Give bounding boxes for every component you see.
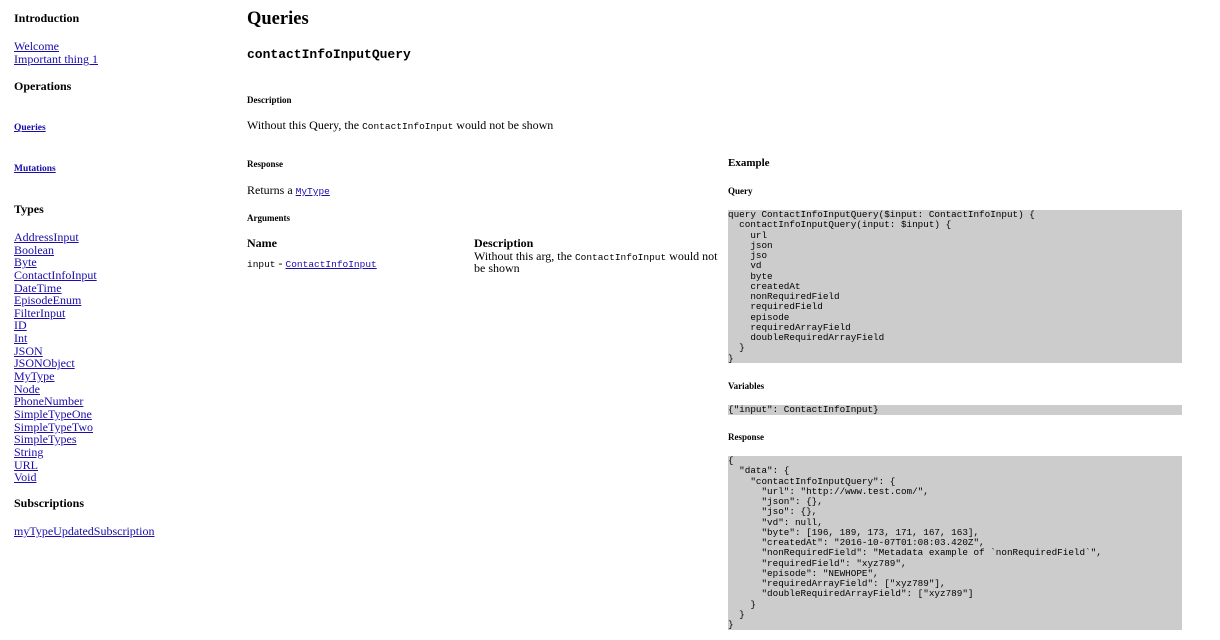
type-link-node[interactable]: Node — [14, 381, 40, 396]
example-query-code: query ContactInfoInputQuery($input: ContactInfoInput) { contactInfoInputQuery(input: $input) { url json jso vd byte createdAt nonRequiredField requiredField episode requiredArrayField doubleRequiredArrayField } } — [728, 210, 1182, 363]
arg-separator: - — [278, 256, 283, 270]
subscriptions-heading: Subscriptions — [14, 496, 85, 510]
type-link-simpletypes[interactable]: SimpleTypes — [14, 432, 77, 447]
arg-row-name-cell — [247, 257, 377, 272]
example-variables-heading: Variables — [728, 381, 765, 391]
example-heading: Example — [728, 157, 770, 169]
arg-desc-prefix: Without this arg, the — [474, 249, 572, 263]
sidebar-link-queries[interactable]: Queries — [14, 123, 46, 133]
type-link-datetime[interactable]: DateTime — [14, 280, 62, 295]
type-link-string[interactable]: String — [14, 444, 44, 459]
sidebar-link-welcome[interactable]: Welcome — [14, 39, 60, 53]
returns-type-link[interactable] — [296, 183, 330, 197]
response-heading: Response — [247, 159, 284, 169]
arg-type-link[interactable] — [286, 256, 377, 270]
page-title: Queries — [247, 9, 309, 29]
types-heading: Types — [14, 202, 44, 216]
returns-text — [247, 184, 330, 199]
sidebar-link-mytypeupdatedsubscription[interactable]: myTypeUpdatedSubscription — [14, 524, 155, 538]
type-link-contactinfoinput[interactable]: ContactInfoInput — [14, 267, 97, 282]
arg-desc-suffix: would not — [669, 249, 718, 263]
type-link-jsonobject[interactable]: JSONObject — [14, 356, 75, 371]
description-text — [247, 119, 553, 134]
operations-heading: Operations — [14, 79, 72, 93]
type-link-phonenumber[interactable]: PhoneNumber — [14, 394, 84, 409]
type-link-json[interactable]: JSON — [14, 343, 43, 358]
type-link-boolean[interactable]: Boolean — [14, 242, 54, 257]
type-link-id[interactable]: ID — [14, 318, 27, 333]
arg-description-line-2: be shown — [474, 261, 520, 275]
example-variables-code: {"input": ContactInfoInput} — [728, 405, 1182, 415]
type-link-simpletypetwo[interactable]: SimpleTypeTwo — [14, 419, 93, 434]
arguments-heading: Arguments — [247, 213, 290, 223]
example-response-heading: Response — [728, 432, 765, 442]
type-link-addressinput[interactable]: AddressInput — [14, 230, 79, 244]
description-heading: Description — [247, 95, 292, 105]
example-response-code: { "data": { "contactInfoInputQuery": { "url": "http://www.test.com/", "json": {}, "jso": {}, "vd": null, "byte": [196, 189, 173, 171, 167, 163], "createdAt": "2016-10-07T01:08:03.420Z", "nonRequiredField": "Metadata example of `nonRequiredField`", "requiredField": "xyz789", "episode": "NEWHOPE", "requiredArrayField": ["xyz789"], "doubleRequiredArrayField": ["xyz789"] } } } — [728, 456, 1182, 630]
type-link-episodeenum[interactable]: EpisodeEnum — [14, 293, 82, 308]
description-prefix: Without this Query, the — [247, 118, 360, 132]
returns-prefix: Returns a — [247, 183, 293, 197]
query-name: contactInfoInputQuery — [247, 47, 411, 62]
description-code: ContactInfoInput — [362, 121, 454, 132]
arg-desc-code: ContactInfoInput — [574, 252, 667, 263]
type-link-byte[interactable]: Byte — [14, 255, 37, 270]
arg-type-code: ContactInfoInput — [285, 259, 377, 270]
example-query-heading: Query — [728, 186, 753, 196]
types-list — [14, 231, 97, 484]
type-link-int[interactable]: Int — [14, 331, 28, 346]
type-link-simpletypeone[interactable]: SimpleTypeOne — [14, 406, 92, 421]
description-suffix: would not be shown — [456, 118, 554, 132]
introduction-heading: Introduction — [14, 11, 80, 25]
args-col-description: Description — [474, 236, 534, 250]
type-link-filterinput[interactable]: FilterInput — [14, 305, 66, 320]
arg-name: input — [247, 259, 276, 270]
type-link-mytype[interactable]: MyType — [14, 369, 55, 384]
sidebar-link-important-thing[interactable]: Important thing 1 — [14, 52, 98, 66]
type-link-url[interactable]: URL — [14, 457, 38, 472]
returns-type-code: MyType — [295, 186, 330, 197]
sidebar-link-mutations[interactable]: Mutations — [14, 164, 56, 174]
type-link-void[interactable]: Void — [14, 470, 37, 485]
args-col-name: Name — [247, 236, 277, 250]
